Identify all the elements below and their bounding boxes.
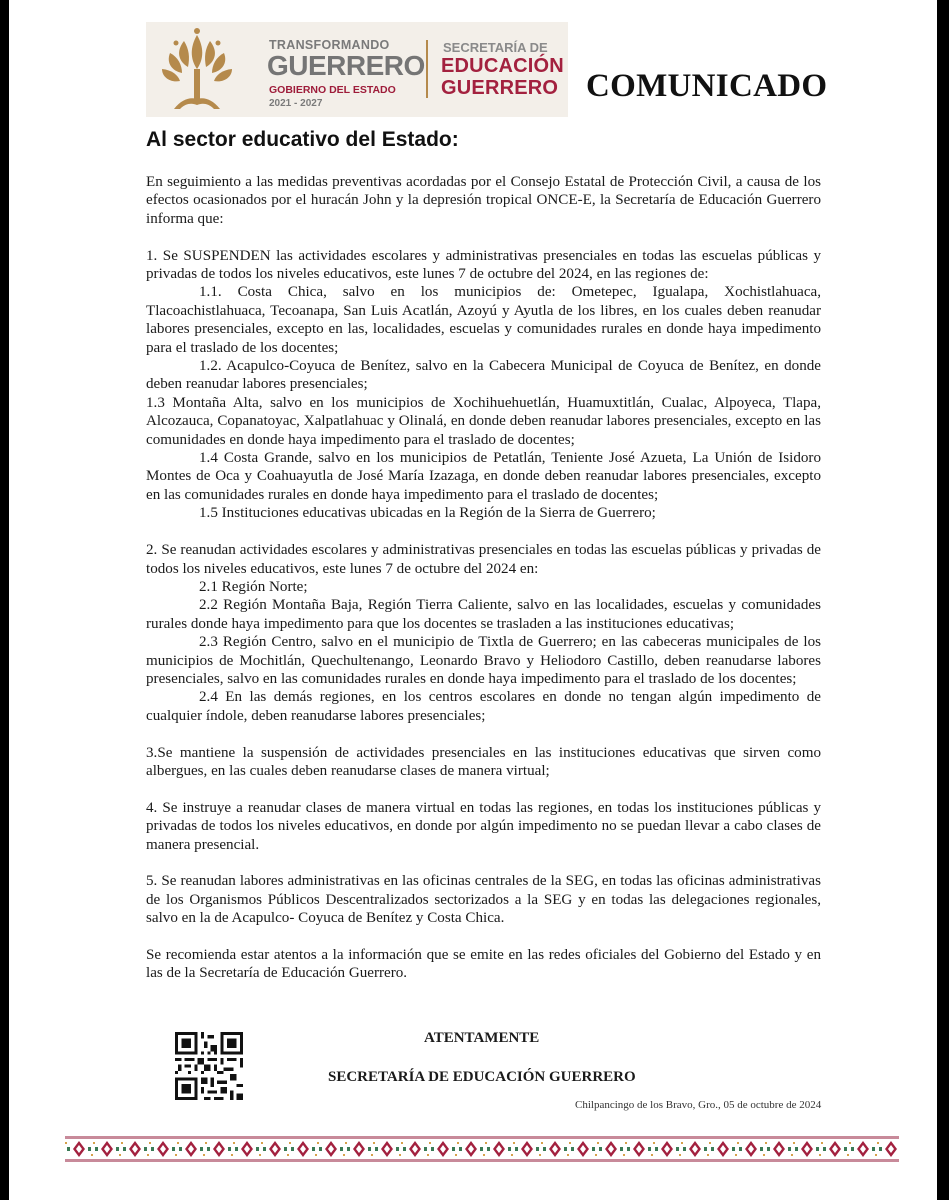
- signature-secretaria: SECRETARÍA DE EDUCACIÓN GUERRERO: [328, 1069, 636, 1085]
- point-3: 3.Se mantiene la suspensión de actividades presenciales en las instituciones educativas que sirven como albergues, en las cuales deben reanudarse clases de manera virtual;: [146, 744, 821, 779]
- logo-educacion: EDUCACIÓN: [441, 55, 564, 77]
- point-1-3: 1.3 Montaña Alta, salvo en los municipios de Xochihuehuetlán, Huamuxtitlán, Cualac, Alpoyeca, Tlapa, Alcozauca, Copanatoyac, Xalpatlahuac y Olinalá, en donde deben reanudar labores presenciales, excepto en las comunidades en donde haya impedimento para el traslado de docentes;: [146, 394, 821, 448]
- point-4: 4. Se instruye a reanudar clases de manera virtual en todas las regiones, en todas los instituciones públicas y privadas de todos los niveles educativos, en donde por algún impedimento no se puedan llevar a cabo clases de manera presencial.: [146, 799, 821, 853]
- intro-paragraph: En seguimiento a las medidas preventivas acordadas por el Consejo Estatal de Protección Civil, a causa de los efectos ocasionados por el huracán John y la depresión tropical ONCE-E, la Secretaría de Educación Guerrero informa que:: [146, 174, 821, 227]
- point-2-1: 2.1 Región Norte;: [199, 578, 308, 595]
- logo-secretaria-de: SECRETARÍA DE: [443, 40, 548, 55]
- point-2: 2. Se reanudan actividades escolares y administrativas presenciales en todas las escuelas públicas y privadas de todos los niveles educativos, este lunes 7 de octubre del 2024 en:: [146, 542, 821, 577]
- logo-guerrero: GUERRERO: [267, 50, 425, 81]
- government-logo: [146, 22, 568, 117]
- logo-gobierno: GOBIERNO DEL ESTADO: [269, 84, 396, 96]
- point-1: 1. Se SUSPENDEN las actividades escolares y administrativas presenciales en todas las escuelas públicas y privadas de todos los niveles educativos, este lunes 7 de octubre del 2024, en las regiones de:: [146, 247, 821, 283]
- point-1-4: 1.4 Costa Grande, salvo en los municipios de Petatlán, Teniente José Azueta, La Unión de Isidoro Montes de Oca y Coahuayutla de José María Izazaga, en donde deben reanudar labores presenciales, excepto en las comunidades rurales en donde haya impedimento para el traslado de docentes;: [146, 450, 821, 503]
- document-page: [9, 0, 937, 1200]
- document-title: COMUNICADO: [586, 68, 828, 104]
- document-body: [146, 173, 821, 983]
- point-2-2: 2.2 Región Montaña Baja, Región Tierra Caliente, salvo en las localidades, escuelas y comunidades rurales donde haya impedimento para que los docentes se trasladen a las instituciones educativas;: [146, 597, 821, 632]
- logo-divider: [426, 40, 428, 98]
- logo-period: 2021 - 2027: [269, 98, 323, 109]
- signature-atentamente: ATENTAMENTE: [424, 1030, 540, 1046]
- qr-code-icon: [175, 1032, 243, 1100]
- tree-emblem-icon: [154, 25, 240, 113]
- salutation: Al sector educativo del Estado:: [146, 128, 459, 151]
- logo-transformando: TRANSFORMANDO: [269, 38, 390, 52]
- point-1-5: 1.5 Instituciones educativas ubicadas en la Región de la Sierra de Guerrero;: [199, 505, 656, 522]
- logo-guerrero-2: GUERRERO: [441, 77, 559, 99]
- place-date: Chilpancingo de los Bravo, Gro., 05 de octubre de 2024: [575, 1099, 822, 1111]
- point-2-3: 2.3 Región Centro, salvo en el municipio de Tixtla de Guerrero; en las cabeceras municipales de los municipios de Mochitlán, Quechultenango, Leonardo Bravo y Heliodoro Castillo, deben reanudarse labores presenciales, salvo en las comunidades rurales en donde haya impedimento para el traslado de los docentes;: [146, 634, 821, 687]
- point-2-4: 2.4 En las demás regiones, en los centros escolares en donde no tengan algún impedimento de cualquier índole, deben reanudarse labores presenciales;: [146, 689, 821, 724]
- closing-paragraph: Se recomienda estar atentos a la información que se emite en las redes oficiales del Gobierno del Estado y en las de la Secretaría de Educación Guerrero.: [146, 946, 821, 982]
- point-1-2: 1.2. Acapulco-Coyuca de Benítez, salvo en la Cabecera Municipal de Coyuca de Benítez, en donde deben reanudar labores presenciales;: [146, 358, 821, 393]
- point-1-1: 1.1. Costa Chica, salvo en los municipios de: Ometepec, Igualapa, Xochistlahuaca, Tlacoachistlahuaca, Tecoanapa, San Luis Acatlán, Azoyú y Ayutla de los libres, en los cuales deben reanudar labores presenciales, excepto en las, localidades, escuelas y comunidades rurales en donde haya impedimento para el traslado de los docentes;: [146, 284, 821, 356]
- embroidery-border: [65, 1136, 899, 1162]
- point-5: 5. Se reanudan labores administrativas en las oficinas centrales de la SEG, en todas las oficinas administrativas de los Organismos Públicos Descentralizados sectorizados a la SEG y en todas las delegaciones regionales, salvo en la de Acapulco- Coyuca de Benítez y Costa Chica.: [146, 873, 821, 927]
